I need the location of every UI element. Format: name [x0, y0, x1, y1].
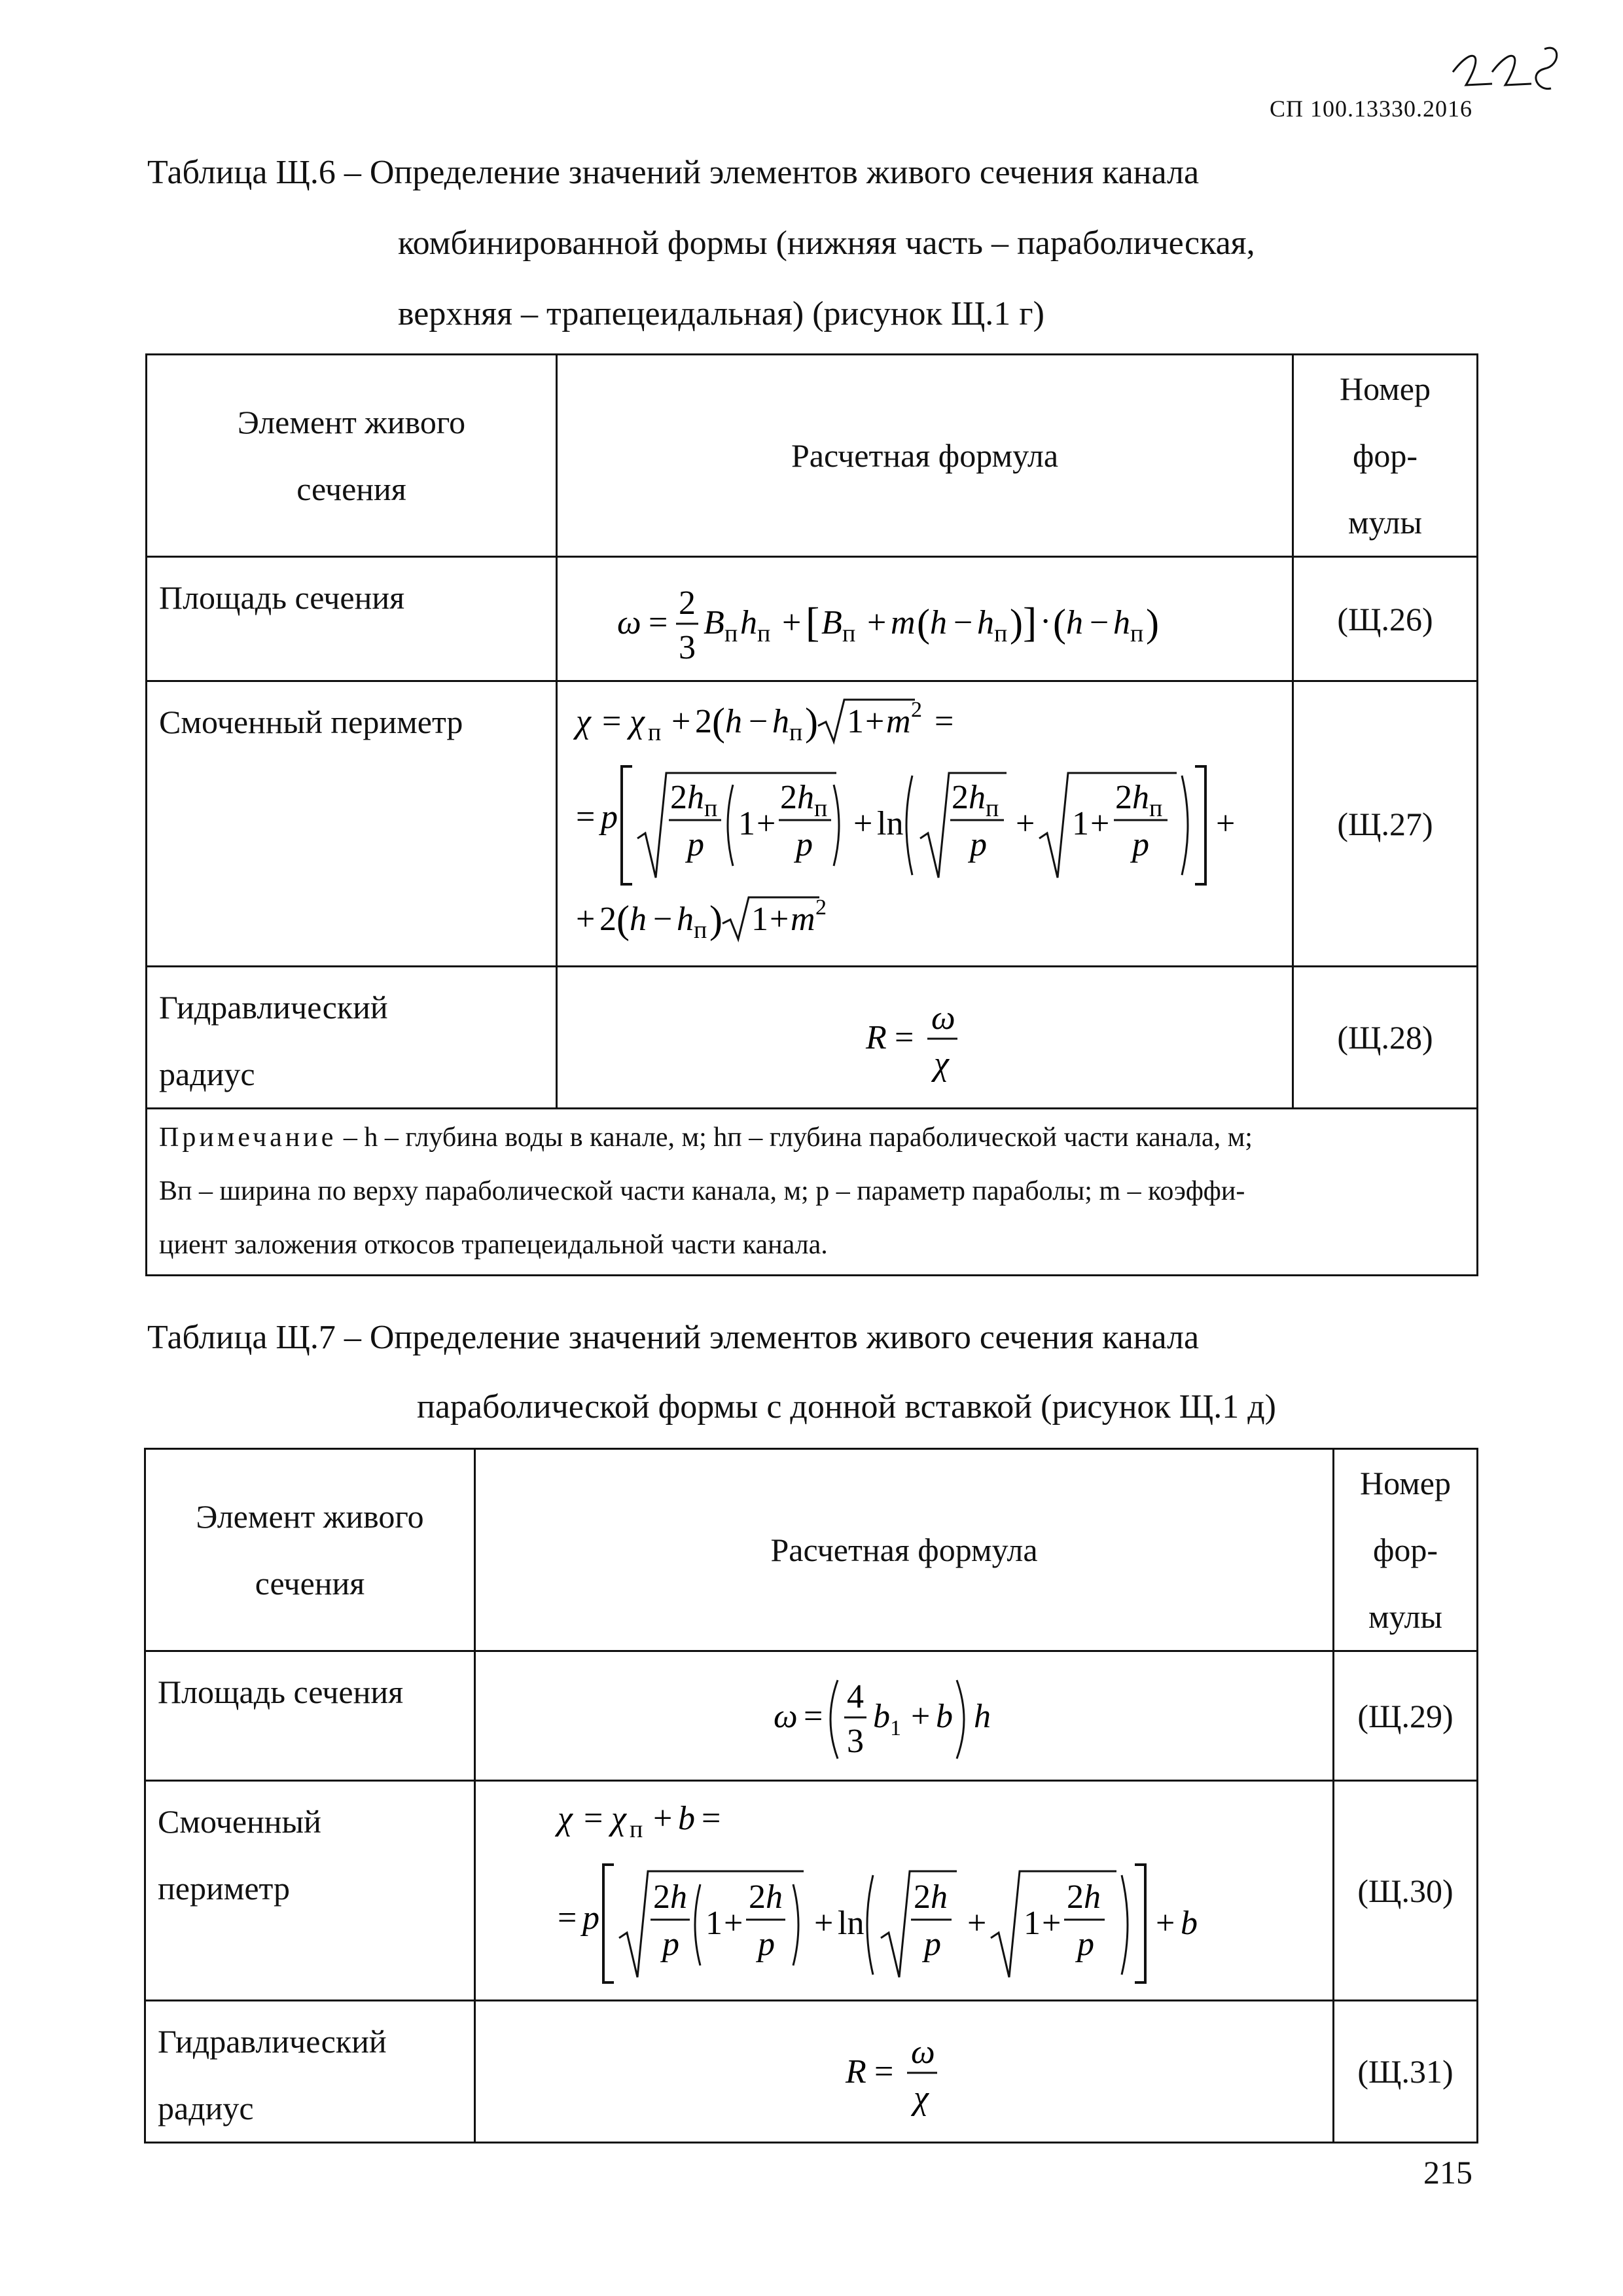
svg-text:2: 2 — [815, 895, 827, 920]
svg-text:+: + — [1041, 1904, 1061, 1942]
svg-text:h: h — [930, 1878, 948, 1916]
svg-text:m: m — [886, 702, 911, 740]
formula-hydraulic-radius-bottom-insert — [806, 2009, 1003, 2134]
svg-text:B: B — [704, 603, 724, 641]
svg-text:h: h — [740, 603, 757, 641]
svg-text:=: = — [602, 702, 622, 740]
svg-text:h: h — [725, 702, 742, 740]
svg-text:ω: ω — [617, 603, 641, 641]
svg-text:2: 2 — [911, 697, 922, 722]
table7-header-row — [145, 1449, 1478, 1651]
svg-text:): ) — [709, 897, 722, 941]
row-label — [145, 1781, 475, 2001]
table-row — [147, 681, 1478, 967]
svg-text:p: p — [970, 825, 987, 863]
row-label — [145, 2001, 475, 2143]
svg-text:2: 2 — [1066, 1878, 1084, 1916]
svg-text:h: h — [1083, 1878, 1101, 1916]
header-number-line-1: Номер — [1360, 1465, 1451, 1501]
svg-text:h: h — [930, 603, 947, 641]
svg-text:п: п — [842, 619, 856, 647]
svg-text:p: p — [796, 825, 813, 863]
svg-text:+: + — [867, 603, 887, 641]
row-label-line-1: Гидравлический — [159, 989, 388, 1026]
handwritten-number-drawing — [1446, 33, 1564, 105]
svg-text:): ) — [805, 700, 818, 744]
svg-text:): ) — [1010, 601, 1023, 645]
svg-text:п: п — [994, 619, 1008, 647]
table6-caption-line-3: верхняя – трапецеидальная) (рисунок Щ.1 г) — [398, 295, 1044, 332]
header-element-line-2: сечения — [296, 471, 406, 507]
svg-text:2: 2 — [952, 778, 969, 816]
svg-text:+: + — [782, 603, 802, 641]
svg-text:h: h — [1113, 603, 1130, 641]
table-row — [147, 557, 1478, 681]
svg-text:χ: χ — [630, 702, 645, 740]
svg-text:+: + — [671, 702, 691, 740]
svg-text:=: = — [935, 702, 954, 740]
svg-text:h: h — [797, 778, 814, 816]
svg-text:p: p — [923, 1925, 941, 1963]
table6-header-number — [1293, 355, 1478, 557]
note-lead: Примечание — [159, 1122, 337, 1153]
handwritten-page-number — [1446, 33, 1564, 105]
header-number-line-3: мулы — [1348, 504, 1422, 541]
svg-text:=: = — [583, 1799, 603, 1837]
svg-text:п: п — [704, 794, 718, 822]
svg-text:h: h — [687, 778, 704, 816]
note-line-2: Bп – ширина по верху параболической части канала, м; p – параметр параболы; m – коэффи- — [159, 1176, 1245, 1206]
svg-text:p: p — [757, 1925, 775, 1963]
svg-text:b: b — [677, 1799, 695, 1837]
formula-omega-area — [597, 560, 1252, 678]
svg-text:p: p — [1077, 1925, 1094, 1963]
svg-text:−: − — [749, 702, 768, 740]
svg-text:2: 2 — [913, 1878, 931, 1916]
svg-text:m: m — [791, 900, 815, 938]
svg-text:=: = — [576, 798, 596, 836]
table-row — [145, 1781, 1478, 2001]
svg-text:+: + — [576, 900, 596, 938]
table6-header-formula: Расчетная формула — [557, 355, 1293, 557]
svg-text:(: ( — [616, 897, 630, 941]
svg-text:]: ] — [1023, 598, 1037, 645]
svg-text:h: h — [772, 702, 789, 740]
formula-chi-perimeter-bottom-insert — [544, 1786, 1264, 1996]
svg-text:−: − — [653, 900, 673, 938]
svg-text:п: п — [789, 718, 803, 746]
svg-text:h: h — [1132, 778, 1149, 816]
formula-number: (Щ.27) — [1293, 681, 1478, 967]
formula-number: (Щ.28) — [1293, 967, 1478, 1109]
svg-text:=: = — [803, 1697, 823, 1735]
svg-text:R: R — [845, 2053, 866, 2090]
svg-text:п: п — [1149, 794, 1163, 822]
table6-caption-line-2: комбинированной формы (нижняя часть – параболическая, — [398, 224, 1255, 262]
svg-text:ω: ω — [773, 1697, 798, 1735]
svg-text:=: = — [557, 1899, 577, 1937]
svg-text:ω: ω — [910, 2034, 935, 2071]
formula-perimeter-Sch27 — [557, 681, 1293, 967]
note-text-1: – h – глубина воды в канале, м; hп – глубина параболической части канала, м; — [336, 1122, 1253, 1153]
svg-text:+: + — [652, 1799, 672, 1837]
table6-header-row — [147, 355, 1478, 557]
header-number-line-3: мулы — [1368, 1598, 1442, 1635]
svg-text:(: ( — [1053, 601, 1066, 645]
svg-text:+: + — [770, 900, 789, 938]
svg-text:ln: ln — [837, 1904, 864, 1942]
svg-text:2: 2 — [1115, 778, 1132, 816]
svg-text:2: 2 — [679, 584, 696, 622]
svg-text:2: 2 — [780, 778, 797, 816]
svg-text:п: п — [694, 916, 707, 944]
svg-text:+: + — [757, 804, 776, 842]
table-row — [147, 967, 1478, 1109]
svg-text:=: = — [649, 603, 668, 641]
header-number-line-1: Номер — [1340, 370, 1431, 407]
svg-text:p: p — [1132, 825, 1149, 863]
row-label-line-1: Смоченный — [158, 1803, 321, 1840]
svg-text:+: + — [967, 1904, 986, 1942]
svg-text:+: + — [1090, 804, 1110, 842]
table6-note-row — [147, 1109, 1478, 1276]
svg-text:m: m — [891, 603, 916, 641]
svg-text:+: + — [1016, 804, 1035, 842]
svg-text:2: 2 — [652, 1878, 670, 1916]
svg-text:1: 1 — [1023, 1904, 1041, 1942]
svg-text:+: + — [1155, 1904, 1175, 1942]
formula-radius-Sch31 — [475, 2001, 1334, 2143]
svg-text:=: = — [701, 1799, 721, 1837]
formula-area-Sch29 — [475, 1651, 1334, 1781]
table6-header-element — [147, 355, 557, 557]
svg-text:h: h — [677, 900, 694, 938]
svg-text:+: + — [723, 1904, 743, 1942]
svg-text:h: h — [630, 900, 647, 938]
formula-number: (Щ.29) — [1334, 1651, 1478, 1781]
row-label: Площадь сечения — [145, 1651, 475, 1781]
svg-text:п: п — [629, 1815, 643, 1843]
row-label: Смоченный периметр — [147, 681, 557, 967]
svg-text:h: h — [765, 1878, 783, 1916]
svg-text:4: 4 — [846, 1677, 864, 1715]
formula-hydraulic-radius — [827, 975, 1023, 1100]
svg-text:ω: ω — [931, 999, 955, 1037]
svg-text:−: − — [1090, 603, 1109, 641]
svg-text:п: п — [757, 619, 771, 647]
table6-caption-line-1: Таблица Щ.6 – Определение значений элементов живого сечения канала — [147, 154, 1200, 191]
svg-text:b: b — [872, 1697, 890, 1735]
svg-text:p: p — [662, 1925, 679, 1963]
svg-text:p: p — [601, 798, 618, 836]
table7-caption-line-1: Таблица Щ.7 – Определение значений элементов живого сечения канала — [147, 1319, 1200, 1356]
svg-text:h: h — [669, 1878, 687, 1916]
svg-text:п: п — [724, 619, 738, 647]
svg-text:ln: ln — [877, 804, 904, 842]
svg-text:[: [ — [806, 598, 820, 645]
svg-text:3: 3 — [846, 1722, 864, 1760]
row-label-line-1: Гидравлический — [158, 2023, 387, 2060]
header-element-line-1: Элемент живого — [237, 404, 466, 440]
table6-note — [147, 1109, 1478, 1276]
svg-text:п: п — [814, 794, 828, 822]
formula-radius-Sch28 — [557, 967, 1293, 1109]
note-line-3: циент заложения откосов трапецеидальной части канала. — [159, 1230, 828, 1260]
formula-omega-area-bottom-insert — [760, 1654, 1048, 1778]
standard-code: СП 100.13330.2016 — [1269, 96, 1472, 122]
svg-text:(: ( — [917, 601, 930, 645]
svg-text:p: p — [687, 825, 704, 863]
svg-text:χ: χ — [913, 2079, 929, 2117]
header-number-line-2: фор- — [1352, 437, 1418, 474]
svg-text:=: = — [874, 2053, 893, 2090]
table7 — [144, 1448, 1478, 2144]
svg-text:χ: χ — [576, 702, 591, 740]
svg-text:1: 1 — [1072, 804, 1089, 842]
formula-area-Sch26 — [557, 557, 1293, 681]
svg-text:+: + — [1216, 804, 1236, 842]
row-label — [147, 967, 557, 1109]
svg-text:п: п — [648, 718, 662, 746]
svg-text:+: + — [853, 804, 873, 842]
svg-text:1: 1 — [705, 1904, 722, 1942]
svg-text:b: b — [1180, 1904, 1198, 1942]
svg-text:3: 3 — [679, 628, 696, 666]
table6 — [145, 353, 1478, 1276]
svg-text:2: 2 — [748, 1878, 766, 1916]
svg-text:п: п — [986, 794, 999, 822]
svg-text:2: 2 — [599, 900, 616, 938]
svg-text:B: B — [821, 603, 842, 641]
formula-perimeter-Sch30 — [475, 1781, 1334, 2001]
svg-text:χ: χ — [611, 1799, 626, 1837]
svg-text:+: + — [813, 1904, 833, 1942]
svg-text:·: · — [1040, 602, 1052, 640]
formula-number: (Щ.31) — [1334, 2001, 1478, 2143]
svg-text:п: п — [1130, 619, 1144, 647]
svg-text:2: 2 — [695, 702, 712, 740]
row-label-line-2: радиус — [159, 1056, 255, 1092]
svg-text:p: p — [582, 1899, 599, 1937]
svg-text:R: R — [866, 1019, 887, 1056]
note-line-1 — [159, 1111, 1467, 1164]
row-label-line-2: периметр — [158, 1870, 291, 1907]
table7-header-number — [1334, 1449, 1478, 1651]
svg-text:−: − — [954, 603, 973, 641]
page-number: 215 — [1423, 2154, 1472, 2191]
svg-text:2: 2 — [670, 778, 687, 816]
svg-text:h: h — [977, 603, 994, 641]
header-element-line-1: Элемент живого — [196, 1498, 424, 1535]
svg-text:χ: χ — [934, 1045, 949, 1083]
svg-text:h: h — [969, 778, 986, 816]
svg-text:1: 1 — [847, 702, 864, 740]
table7-header-formula: Расчетная формула — [475, 1449, 1334, 1651]
svg-text:(: ( — [712, 700, 725, 744]
svg-text:χ: χ — [557, 1799, 573, 1837]
svg-text:1: 1 — [738, 804, 755, 842]
svg-text:+: + — [865, 702, 885, 740]
table7-header-element — [145, 1449, 475, 1651]
table7-caption-line-2: параболической формы с донной вставкой (рисунок Щ.1 д) — [417, 1388, 1276, 1426]
svg-text:h: h — [1066, 603, 1083, 641]
svg-text:+: + — [910, 1697, 930, 1735]
table-row — [145, 1651, 1478, 1781]
svg-text:=: = — [895, 1019, 914, 1056]
row-label-line-2: радиус — [158, 2090, 254, 2126]
formula-chi-perimeter — [562, 687, 1288, 961]
table-row — [145, 2001, 1478, 2143]
formula-number: (Щ.30) — [1334, 1781, 1478, 2001]
row-label: Площадь сечения — [147, 557, 557, 681]
header-number-line-2: фор- — [1372, 1532, 1438, 1568]
svg-text:1: 1 — [751, 900, 768, 938]
svg-text:b: b — [935, 1697, 953, 1735]
svg-text:): ) — [1146, 601, 1159, 645]
svg-text:1: 1 — [889, 1715, 901, 1740]
formula-number: (Щ.26) — [1293, 557, 1478, 681]
svg-text:h: h — [973, 1697, 991, 1735]
header-element-line-2: сечения — [255, 1565, 365, 1602]
